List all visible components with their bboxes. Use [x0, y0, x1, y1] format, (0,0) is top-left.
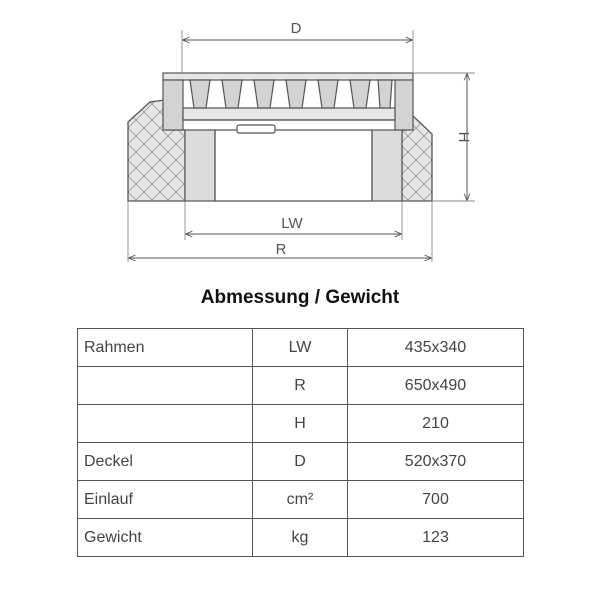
dim-label-r: R — [275, 241, 287, 258]
row-value: 650x490 — [348, 367, 524, 405]
dim-label-lw: LW — [281, 215, 303, 232]
table-row — [78, 329, 524, 367]
dim-label-d: D — [290, 20, 302, 37]
row-unit: D — [253, 443, 348, 481]
row-value: 123 — [348, 519, 524, 557]
row-value: 700 — [348, 481, 524, 519]
row-label: Einlauf — [78, 481, 253, 519]
gully-cross-section-drawing — [0, 0, 600, 280]
row-value: 435x340 — [348, 329, 524, 367]
row-label — [78, 405, 253, 443]
dim-label-h: H — [455, 131, 472, 143]
row-label: Deckel — [78, 443, 253, 481]
table-row — [78, 443, 524, 481]
grate-cover — [163, 73, 413, 130]
table-row — [78, 481, 524, 519]
row-unit: H — [253, 405, 348, 443]
row-unit: cm² — [253, 481, 348, 519]
specification-table — [77, 328, 524, 557]
row-label: Rahmen — [78, 329, 253, 367]
table-title: Abmessung / Gewicht — [200, 287, 400, 308]
row-value: 520x370 — [348, 443, 524, 481]
row-label: Gewicht — [78, 519, 253, 557]
row-unit: kg — [253, 519, 348, 557]
row-unit: R — [253, 367, 348, 405]
row-value: 210 — [348, 405, 524, 443]
table-row — [78, 519, 524, 557]
table-row — [78, 367, 524, 405]
table-row — [78, 405, 524, 443]
frame-body — [185, 125, 402, 201]
row-unit: LW — [253, 329, 348, 367]
row-label — [78, 367, 253, 405]
